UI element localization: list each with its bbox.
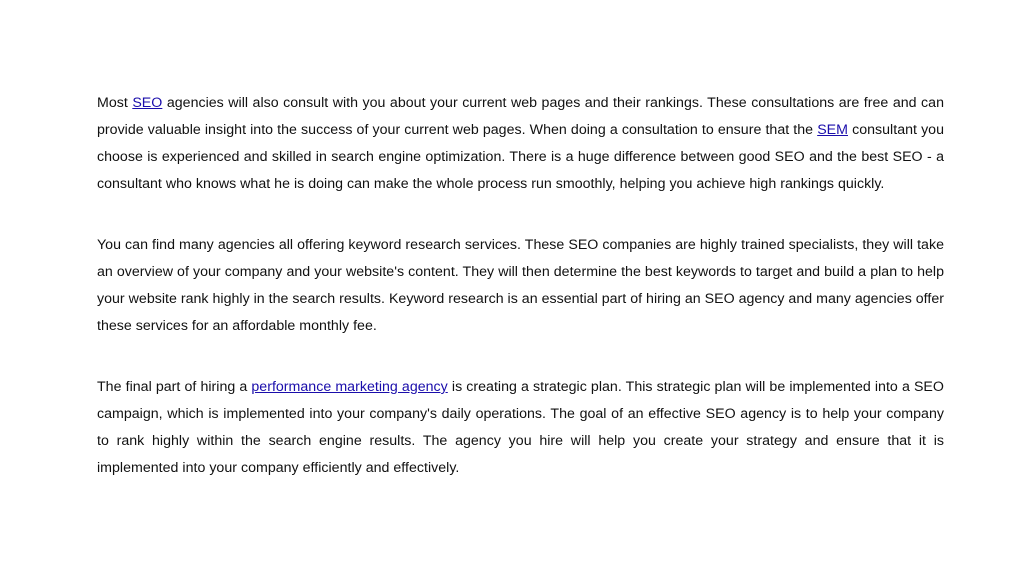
sem-link[interactable]: SEM xyxy=(817,122,848,138)
seo-link[interactable]: SEO xyxy=(132,95,163,111)
paragraph-1-text-end: consultant you choose is experienced and skilled in search engine optimization. There is a huge difference between good SEO and the best SEO - a consultant who knows what he is doing can make the whole process run smoothly, helping you achieve high rankings quickly. xyxy=(97,122,945,192)
paragraph-2-text: You can find many agencies all offering keyword research services. These SEO companies are highly trained specialists, they will take an overview of your company and your website's content. They will then determine the best keywords to target and build a plan to help your website rank highly in the search results. Keyword research is an essential part of hiring an SEO agency and many agencies offer these services for an affordable monthly fee. xyxy=(97,237,945,334)
paragraph-strategic-plan xyxy=(97,374,944,482)
paragraph-3-text-start: The final part of hiring a xyxy=(97,379,252,395)
paragraph-1-text-start: Most xyxy=(97,95,133,111)
paragraph-3-text-end: is creating a strategic plan. This strategic plan will be implemented into a SEO campaign, which is implemented into your company's daily operations. The goal of an effective SEO agency is to help your company to rank highly within the search engine results. The agency you hire will help you create your strategy and ensure that it is implemented into your company efficiently and effectively. xyxy=(97,379,944,476)
paragraph-1-text-middle: agencies will also consult with you about your current web pages and their rankings. These consultations are free and can provide valuable insight into the success of your current web pages. When doing a consultation to ensure that the xyxy=(97,95,944,138)
document-body xyxy=(97,90,944,482)
paragraph-seo-consultation xyxy=(97,90,944,198)
paragraph-keyword-research xyxy=(97,232,944,340)
performance-marketing-agency-link[interactable]: performance marketing agency xyxy=(251,379,448,395)
